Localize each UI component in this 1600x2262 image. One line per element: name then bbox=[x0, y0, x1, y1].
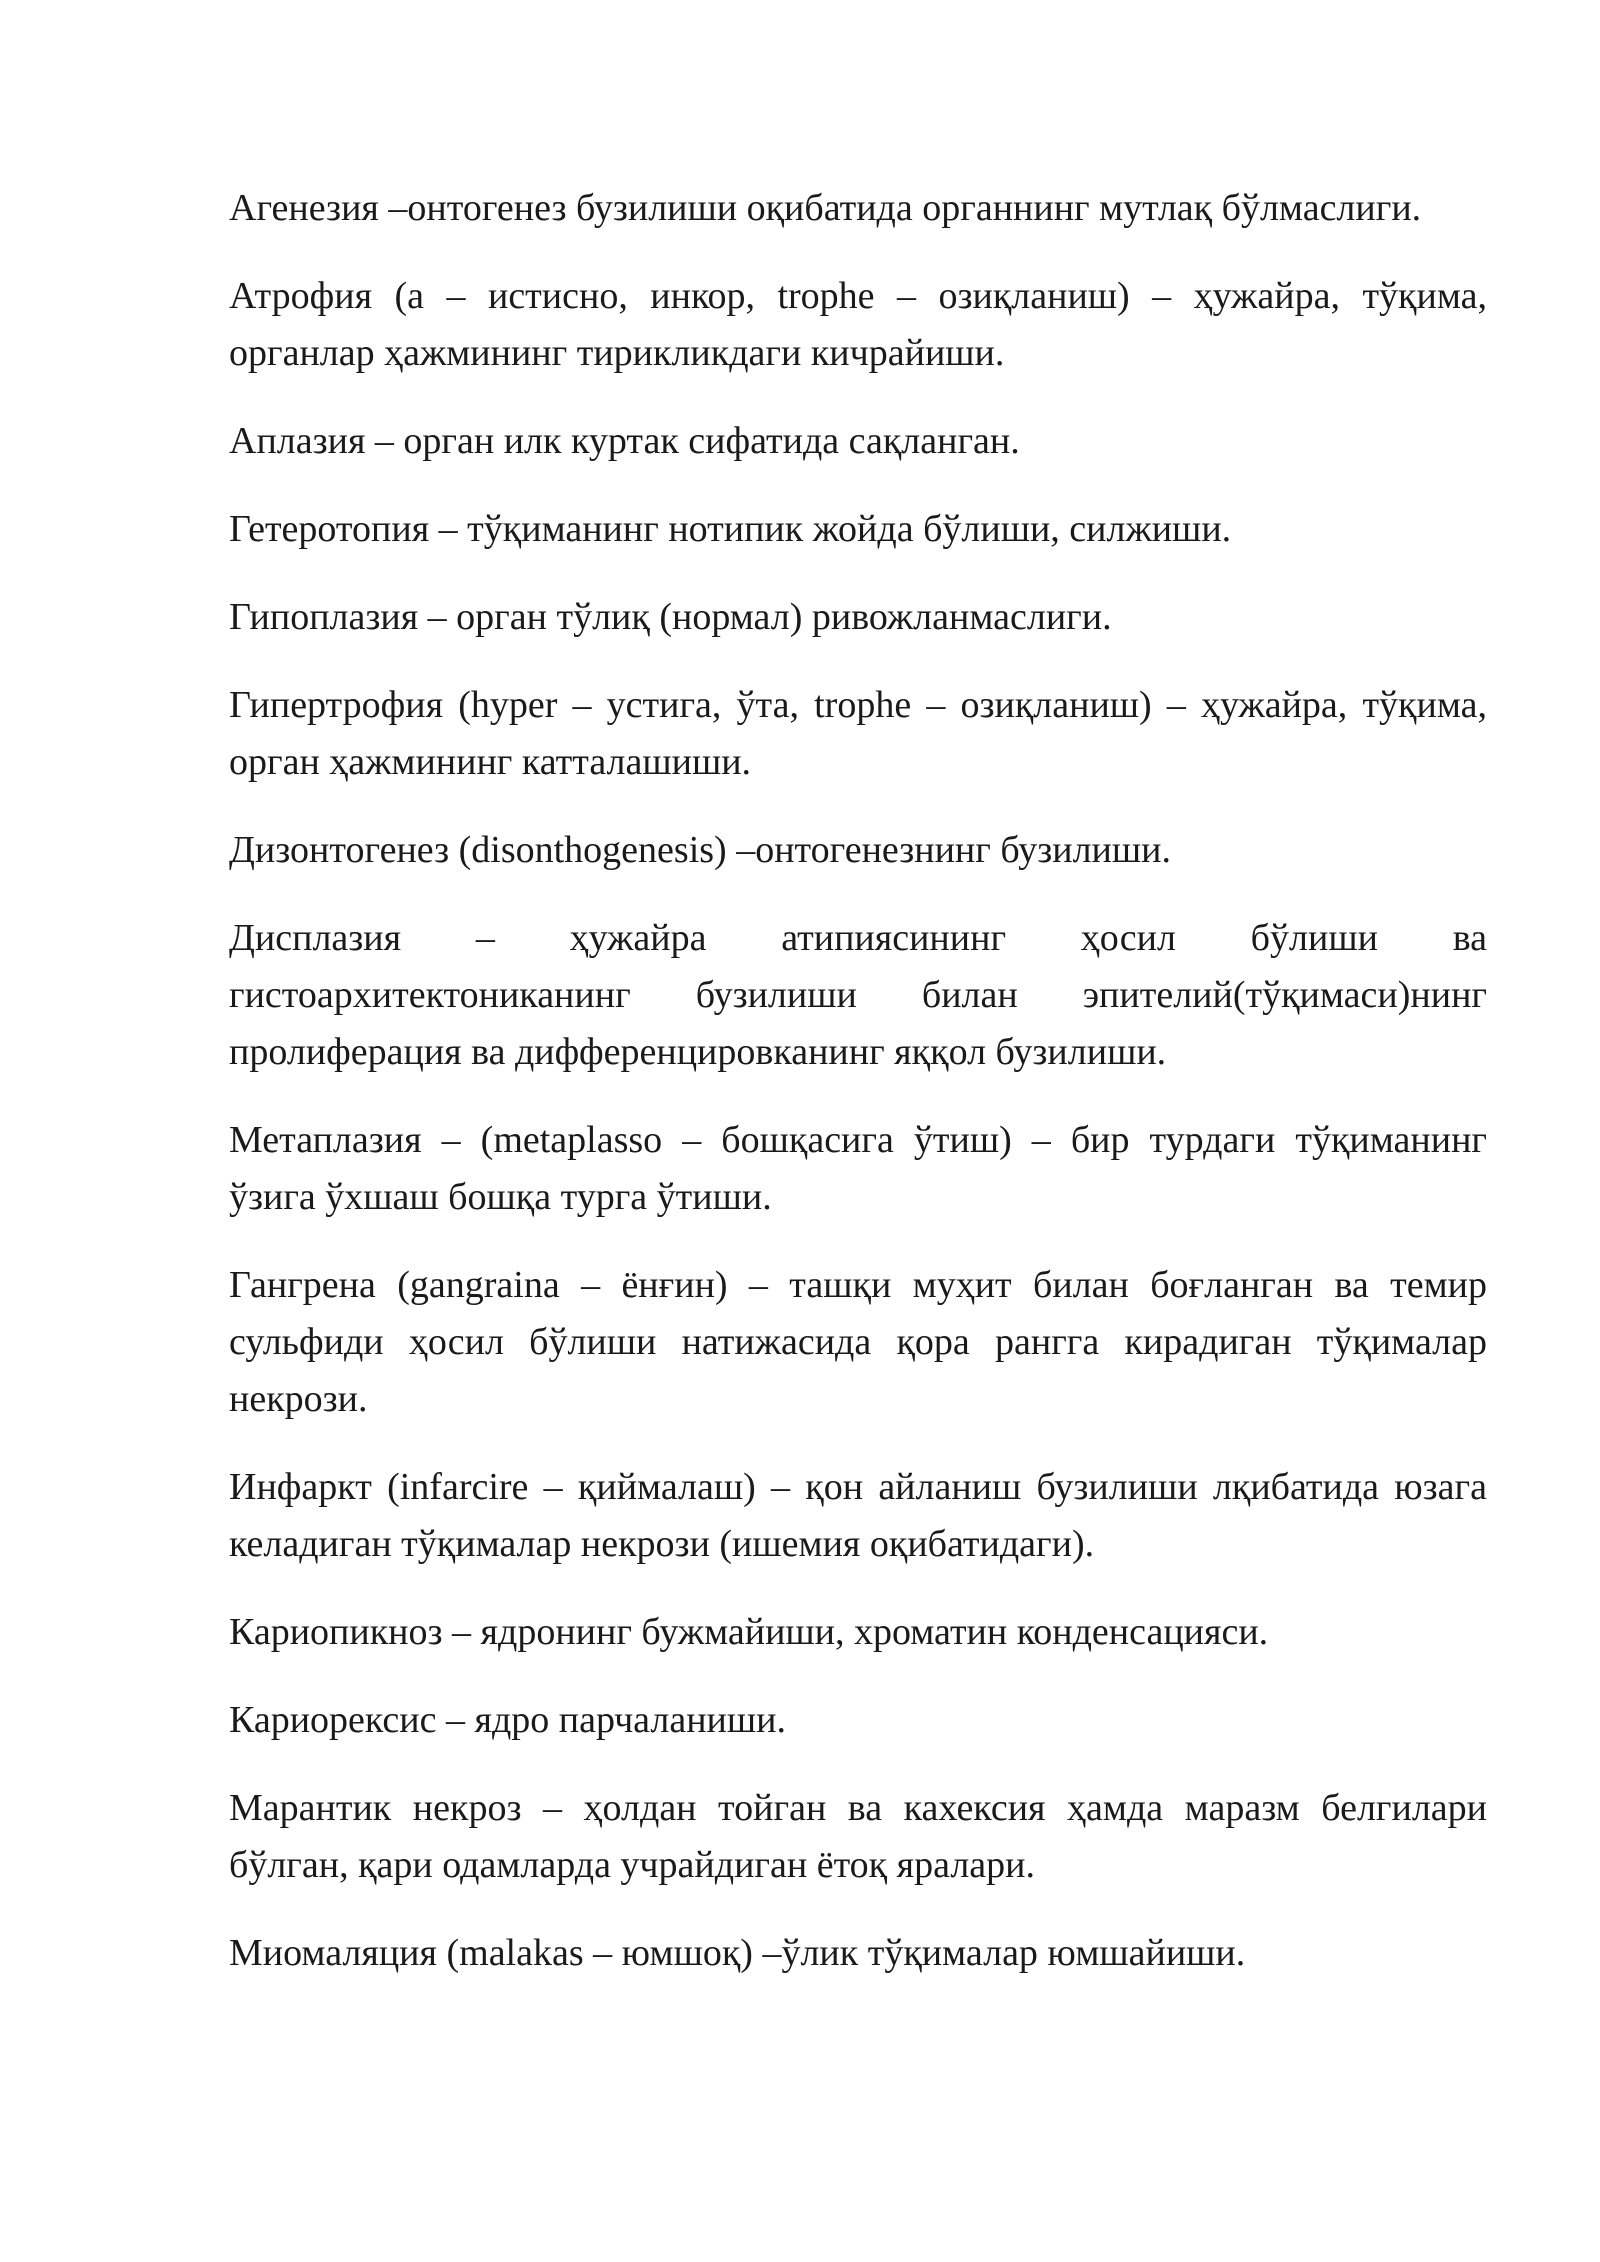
glossary-entry-karyopyknosis: Кариопикноз – ядронинг бужмайиши, хроматин конденсацияси. bbox=[229, 1611, 1269, 1653]
glossary-entry-heterotopia: Гетеротопия – тўқиманинг нотипик жойда бўлиши, силжиши. bbox=[229, 508, 1232, 550]
glossary-entry-metaplasia: Метаплазия – (metaplasso – бошқасига ўтиш) – бир турдаги тўқиманинг ўзига ўхшаш бошқа турга ўтиши. bbox=[229, 1119, 1487, 1218]
glossary-entry-atrophy: Атрофия (а – истисно, инкор, trophe – озиқланиш) – ҳужайра, тўқима, органлар ҳажмининг тирикликдаги кичрайиши. bbox=[229, 275, 1487, 374]
glossary-entry-dysplasia: Дисплазия – ҳужайра атипиясининг ҳосил бўлиши ва гистоархитектониканинг бузилиши билан эпителий(тўқимаси)нинг пролиферация ва дифференцировканинг яққол бузилиши. bbox=[229, 917, 1487, 1073]
glossary-entry-gangrene: Гангрена (gangraina – ёнғин) – ташқи муҳит билан боғланган ва темир сульфиди ҳосил бўлиши натижасида қора рангга кирадиган тўқималар некрози. bbox=[229, 1264, 1487, 1420]
glossary-entry-aplasia: Аплазия – орган илк куртак сифатида сақланган. bbox=[229, 420, 1020, 462]
glossary-entry-hypertrophy: Гипертрофия (hyper – устига, ўта, trophe – озиқланиш) – ҳужайра, тўқима, орган ҳажмининг катталашиши. bbox=[229, 684, 1487, 783]
glossary-entry-karyorrhexis: Кариорексис – ядро парчаланиши. bbox=[229, 1699, 786, 1741]
glossary-body bbox=[229, 180, 1487, 2013]
glossary-entry-hypoplasia: Гипоплазия – орган тўлиқ (нормал) ривожланмаслиги. bbox=[229, 596, 1112, 638]
glossary-entry-dysontogenesis: Дизонтогенез (disonthogenesis) –онтогенезнинг бузилиши. bbox=[229, 829, 1171, 871]
glossary-entry-marantic-necrosis: Марантик некроз – ҳолдан тойган ва кахексия ҳамда маразм белгилари бўлган, қари одамларда учрайдиган ётоқ яралари. bbox=[229, 1787, 1487, 1886]
glossary-entry-infarct: Инфаркт (infarcire – қиймалаш) – қон айланиш бузилиши лқибатида юзага келадиган тўқималар некрози (ишемия оқибатидаги). bbox=[229, 1466, 1487, 1565]
glossary-entry-myomalacia: Миомаляция (malakas – юмшоқ) –ўлик тўқималар юмшайиши. bbox=[229, 1932, 1246, 1974]
glossary-entry-agenesis: Агенезия –онтогенез бузилиши оқибатида органнинг мутлақ бўлмаслиги. bbox=[229, 187, 1422, 229]
